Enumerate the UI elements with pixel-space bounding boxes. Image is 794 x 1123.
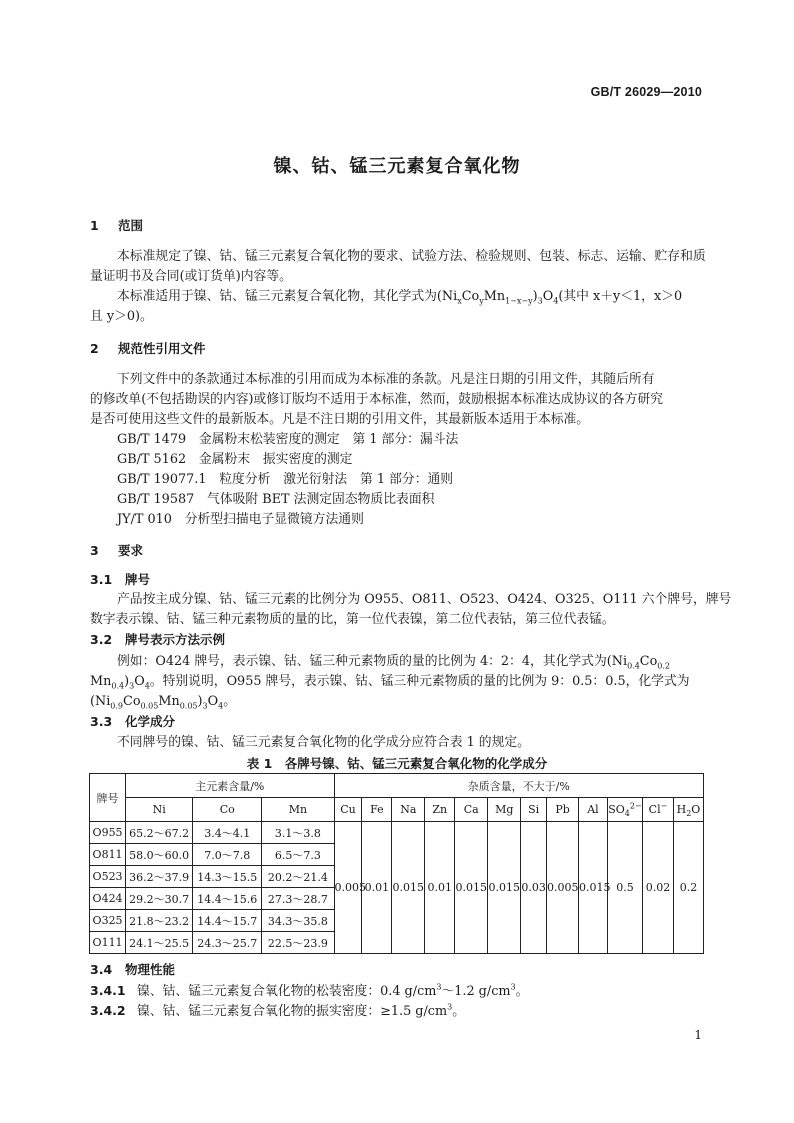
col-header-mn: Mn [262, 798, 334, 822]
ni-cell: 21.8～23.2 [126, 910, 193, 932]
section-1-para-2-line-2: 且 y＞0)。 [90, 309, 153, 324]
reference-item: GB/T 19587 气体吸附 BET 法测定固态物质比表面积 [117, 492, 435, 507]
ni-cell: 29.2～30.7 [126, 888, 193, 910]
col-header-mg: Mg [488, 798, 521, 822]
section-2-para-line-3: 是否可使用这些文件的最新版本。凡是不注日期的引用文件，其最新版本适用于本标准。 [90, 412, 590, 427]
co-cell: 24.3～25.7 [193, 932, 262, 954]
ni-cell: 36.2～37.9 [126, 866, 193, 888]
mn-cell: 27.3～28.7 [262, 888, 334, 910]
grade-cell: O111 [90, 932, 126, 954]
section-3-2-para-line-3: $(Ni_{0.9}Co_{0.05}Mn_{0.05})_3O_4$。 [90, 694, 236, 711]
section-3-3-para: 不同牌号的镍、钴、锰三元素复合氧化物的化学成分应符合表 1 的规定。 [117, 735, 530, 750]
col-header-co: Co [193, 798, 262, 822]
section-3-4-2: 3.4.2 镍、钴、锰三元素复合氧化物的振实密度：≥1.5 $g/cm^3$。 [90, 1002, 465, 1019]
mn-cell: 22.5～23.9 [262, 932, 334, 954]
table-header-row [90, 774, 704, 798]
reference-item: GB/T 5162 金属粉末 振实密度的测定 [117, 452, 353, 467]
col-header-cu: Cu [334, 798, 362, 822]
section-3-2-heading: 3.2 牌号表示方法示例 [90, 632, 226, 647]
col-header-ni: Ni [126, 798, 193, 822]
limit-si: 0.03 [521, 822, 547, 954]
section-1-para-1-line-1: 本标准规定了镍、钴、锰三元素复合氧化物的要求、试验方法、检验规则、包装、标志、运输、贮存和质 [117, 249, 706, 264]
section-3-1-para-line-2: 数字表示镍、钴、锰三种元素物质的量的比，第一位代表镍，第二位代表钴，第三位代表锰。 [90, 612, 615, 627]
ni-cell: 65.2～67.2 [126, 822, 193, 844]
limit-pb: 0.005 [547, 822, 579, 954]
co-cell: 14.4～15.6 [193, 888, 262, 910]
grade-cell: O424 [90, 888, 126, 910]
section-3-4-1: 3.4.1 镍、钴、锰三元素复合氧化物的松装密度：0.4 $g/cm^3\sim 1.2$ $g/cm^3$。 [90, 982, 529, 999]
section-3-2-para-line-1: 例如：O424 牌号，表示镍、钴、锰三种元素物质的量的比例为 4：2：4，其化学式为($Ni_{0.4}Co_{0.2}$ [117, 654, 671, 671]
composition-table [89, 773, 704, 954]
limit-h2o: 0.2 [673, 822, 703, 954]
section-3-heading: 3 要求 [90, 543, 144, 558]
co-cell: 7.0～7.8 [193, 844, 262, 866]
section-3-2-para-line-2: $Mn_{0.4})_3O_4$。特别说明，O955 牌号，表示镍、钴、锰三种元素物质的量的比例为 9：0.5：0.5，化学式为 [90, 674, 690, 691]
reference-item: JY/T 010 分析型扫描电子显微镜方法通则 [117, 512, 364, 527]
limit-mg: 0.015 [488, 822, 521, 954]
section-1-para-1-line-2: 量证明书及合同(或订货单)内容等。 [90, 269, 292, 284]
col-header-na: Na [392, 798, 425, 822]
table-subheader-row [90, 798, 704, 822]
limit-cl: 0.02 [643, 822, 674, 954]
impurity-header: 杂质含量，不大于/% [334, 774, 703, 798]
col-header-h2o: $H_2O$ [673, 798, 703, 822]
limit-na: 0.015 [392, 822, 425, 954]
standard-code: GB/T 26029—2010 [590, 85, 702, 99]
section-2-para-line-1: 下列文件中的条款通过本标准的引用而成为本标准的条款。凡是注日期的引用文件，其随后所有 [117, 372, 655, 387]
section-3-3-heading: 3.3 化学成分 [90, 714, 176, 729]
col-header-so4: $SO_4^{2-}$ [607, 798, 642, 822]
co-cell: 14.4～15.7 [193, 910, 262, 932]
section-1-heading: 1 范围 [90, 218, 144, 233]
mn-cell: 6.5～7.3 [262, 844, 334, 866]
reference-item: GB/T 1479 金属粉末松装密度的测定 第 1 部分：漏斗法 [117, 432, 459, 447]
section-2-para-line-2: 的修改单(不包括勘误的内容)或修订版均不适用于本标准，然而，鼓励根据本标准达成协议的各方研究 [90, 392, 664, 407]
main-element-header: 主元素含量/% [126, 774, 334, 798]
section-3-1-para-line-1: 产品按主成分镍、钴、锰三元素的比例分为 O955、O811、O523、O424、O325、O111 六个牌号，牌号 [117, 592, 732, 607]
reference-item: GB/T 19077.1 粒度分析 激光衍射法 第 1 部分：通则 [117, 472, 454, 487]
limit-cu: 0.005 [334, 822, 362, 954]
section-1-para-2-line-1: 本标准适用于镍、钴、锰三元素复合氧化物，其化学式为$(Ni_xCo_yMn_{1-x-y})_3O_4$(其中 x＋y＜1，x＞0 [117, 289, 683, 306]
ni-cell: 58.0～60.0 [126, 844, 193, 866]
col-header-si: Si [521, 798, 547, 822]
limit-ca: 0.015 [455, 822, 488, 954]
col-header-zn: Zn [425, 798, 455, 822]
col-header-pb: Pb [547, 798, 579, 822]
document-title: 镍、钴、锰三元素复合氧化物 [273, 156, 521, 177]
table-row [90, 822, 704, 844]
page-number: 1 [694, 1028, 702, 1042]
limit-so4: 0.5 [607, 822, 642, 954]
grade-cell: O523 [90, 866, 126, 888]
mn-cell: 34.3～35.8 [262, 910, 334, 932]
section-2-heading: 2 规范性引用文件 [90, 341, 206, 356]
grade-cell: O811 [90, 844, 126, 866]
col-header-cl: Cl− [643, 798, 674, 822]
limit-al: 0.015 [579, 822, 608, 954]
mn-cell: 20.2～21.4 [262, 866, 334, 888]
grade-cell: O955 [90, 822, 126, 844]
ni-cell: 24.1～25.5 [126, 932, 193, 954]
limit-fe: 0.01 [362, 822, 392, 954]
co-cell: 14.3～15.5 [193, 866, 262, 888]
col-header-ca: Ca [455, 798, 488, 822]
table-caption: 表 1 各牌号镍、钴、锰三元素复合氧化物的化学成分 [246, 756, 548, 771]
section-3-1-heading: 3.1 牌号 [90, 572, 151, 587]
mn-cell: 3.1～3.8 [262, 822, 334, 844]
col-header-al: Al [579, 798, 608, 822]
limit-zn: 0.01 [425, 822, 455, 954]
grade-header: 牌号 [90, 774, 126, 822]
co-cell: 3.4～4.1 [193, 822, 262, 844]
grade-cell: O325 [90, 910, 126, 932]
section-3-4-heading: 3.4 物理性能 [90, 962, 176, 977]
col-header-fe: Fe [362, 798, 392, 822]
